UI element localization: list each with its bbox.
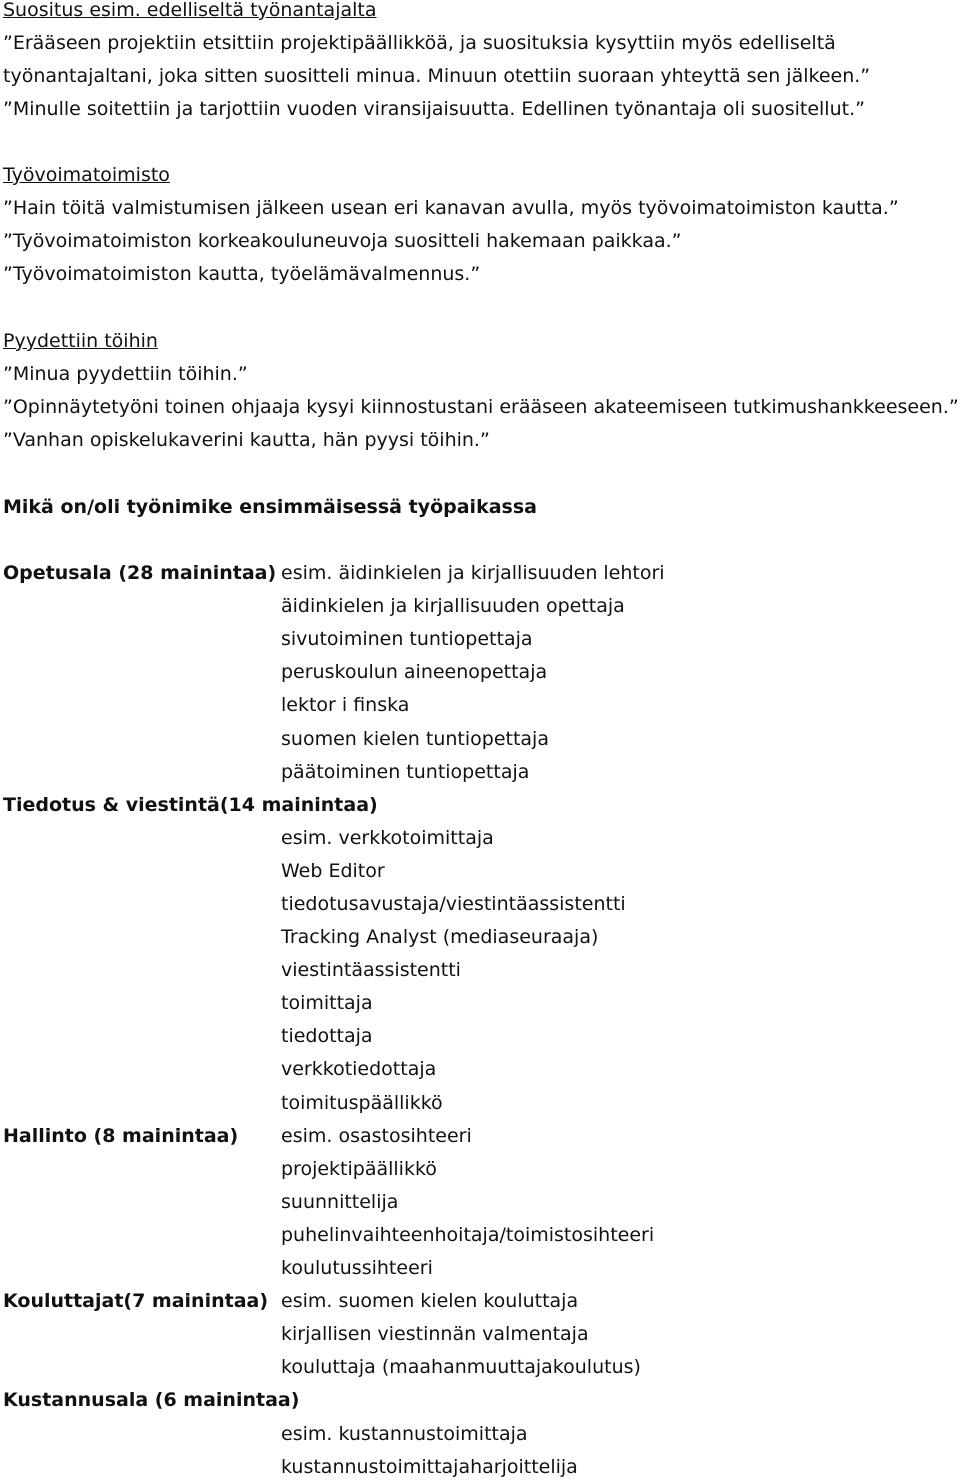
job-title-item: koulutussihteeri <box>281 1257 433 1279</box>
job-title-item: esim. kustannustoimittaja <box>281 1423 528 1445</box>
job-title-item: tiedotusavustaja/viestintäassistentti <box>281 893 626 915</box>
category-label-trainers: Kouluttajat(7 mainintaa) <box>3 1290 269 1312</box>
quote-line: ”Opinnäytetyöni toinen ohjaaja kysyi kiinnostustani erääseen akateemiseen tutkimushankkeeseen.” <box>3 396 959 418</box>
job-title-item: verkkotiedottaja <box>281 1058 437 1080</box>
job-title-item: esim. äidinkielen ja kirjallisuuden lehtori <box>281 562 665 584</box>
quote-line: ”Minua pyydettiin töihin.” <box>3 363 248 385</box>
job-title-item: peruskoulun aineenopettaja <box>281 661 548 683</box>
job-title-item: esim. suomen kielen kouluttaja <box>281 1290 579 1312</box>
job-title-item: esim. osastosihteeri <box>281 1125 472 1147</box>
category-label-administration: Hallinto (8 mainintaa) <box>3 1125 239 1147</box>
category-label-communications: Tiedotus & viestintä(14 mainintaa) <box>3 794 378 816</box>
quote-line: ”Erääseen projektiin etsittiin projektipäällikköä, ja suosituksia kysyttiin myös edelliseltä <box>3 32 836 54</box>
section-heading-recommendation: Suositus esim. edelliseltä työnantajalta <box>3 0 377 21</box>
question-heading: Mikä on/oli työnimike ensimmäisessä työpaikassa <box>3 496 537 518</box>
job-title-item: suomen kielen tuntiopettaja <box>281 728 549 750</box>
job-title-item: kirjallisen viestinnän valmentaja <box>281 1323 589 1345</box>
quote-line: ”Hain töitä valmistumisen jälkeen usean eri kanavan avulla, myös työvoimatoimiston kautta.” <box>3 197 899 219</box>
job-title-item: sivutoiminen tuntiopettaja <box>281 628 533 650</box>
job-title-item: tiedottaja <box>281 1025 373 1047</box>
category-label-teaching: Opetusala (28 mainintaa) <box>3 562 277 584</box>
job-title-item: kouluttaja (maahanmuuttajakoulutus) <box>281 1356 641 1378</box>
section-heading-asked-to-work: Pyydettiin töihin <box>3 330 158 352</box>
quote-line: työnantajaltani, joka sitten suositteli minua. Minuun otettiin suoraan yhteyttä sen jälkeen.” <box>3 65 871 87</box>
category-label-publishing: Kustannusala (6 mainintaa) <box>3 1389 300 1411</box>
job-title-item: kustannustoimittajaharjoittelija <box>281 1456 578 1478</box>
job-title-item: toimituspäällikkö <box>281 1092 443 1114</box>
quote-line: ”Minulle soitettiin ja tarjottiin vuoden viransijaisuutta. Edellinen työnantaja oli suositellut.” <box>3 98 865 120</box>
job-title-item: lektor i finska <box>281 694 410 716</box>
job-title-item: Tracking Analyst (mediaseuraaja) <box>281 926 599 948</box>
job-title-item: puhelinvaihteenhoitaja/toimistosihteeri <box>281 1224 655 1246</box>
job-title-item: suunnittelija <box>281 1191 399 1213</box>
job-title-item: toimittaja <box>281 992 373 1014</box>
job-title-item: Web Editor <box>281 860 385 882</box>
job-title-item: esim. verkkotoimittaja <box>281 827 494 849</box>
job-title-item: viestintäassistentti <box>281 959 461 981</box>
job-title-item: päätoiminen tuntiopettaja <box>281 761 530 783</box>
job-title-item: projektipäällikkö <box>281 1158 437 1180</box>
quote-line: ”Vanhan opiskelukaverini kautta, hän pyysi töihin.” <box>3 429 490 451</box>
job-title-item: äidinkielen ja kirjallisuuden opettaja <box>281 595 625 617</box>
quote-line: ”Työvoimatoimiston kautta, työelämävalmennus.” <box>3 263 481 285</box>
quote-line: ”Työvoimatoimiston korkeakouluneuvoja suositteli hakemaan paikkaa.” <box>3 230 682 252</box>
section-heading-employment-office: Työvoimatoimisto <box>3 164 170 186</box>
